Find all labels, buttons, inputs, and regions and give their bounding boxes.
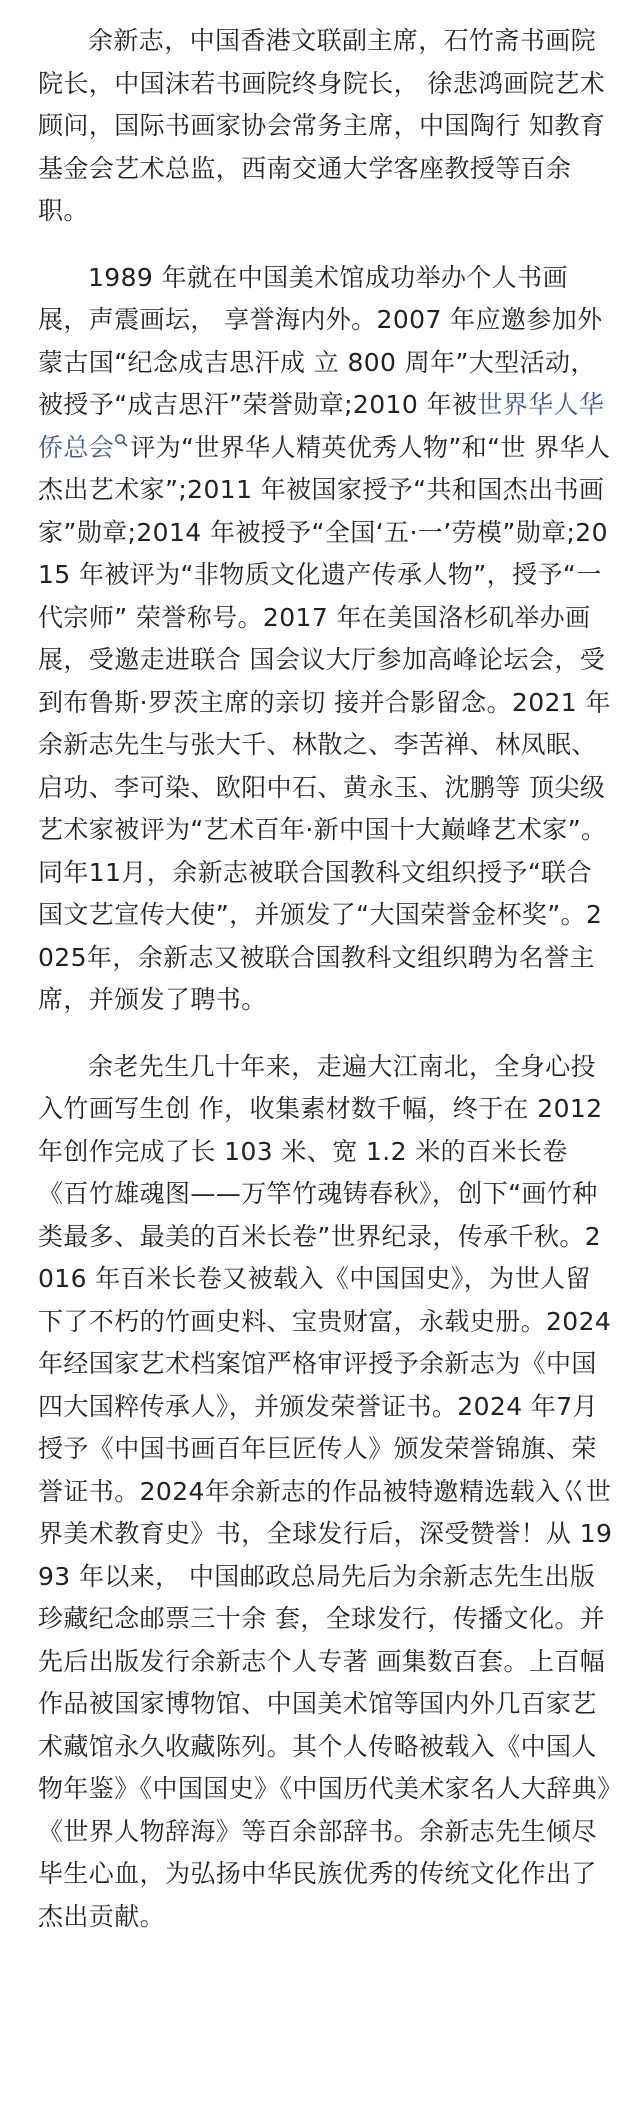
paragraph-works: 余老先生几十年来，走遍大江南北，全身心投入竹画写生创 作，收集素材数千幅，终于在 2012 年创作完成了长 103 米、宽 1.2 米的百米长卷《百竹雄魂图——万竿竹魂铸春秋》，创下“画竹种类最多、最美的百米长卷”世界纪录，传承千秋。2016 年百米长卷又被载入《中国国史》，为世人留下了不朽的竹画史料、宝贵财富，永载史册。2024 年经国家艺术档案馆严格审评授予余新志为《中国四大国粹传承人》，并颁发荣誉证书。2024 年7月授予《中国书画百年巨匠传人》颁发荣誉锦旗、荣誉证书。2024年余新志的作品被特邀精选载入巜世界美术教育史》书，全球发行后，深受赞誉！从 1993 年以来， 中国邮政总局先后为余新志先生出版珍藏纪念邮票三十余 套，全球发行，传播文化。并先后出版发行余新志个人专著 画集数百套。上百幅作品被国家博物馆、中国美术馆等国内外几百家艺术藏馆永久收藏陈列。其个人传略被载入《中国人物年鉴》《中国国史》《中国历代美术家名人大辞典》《世界人物辞海》等百余部辞书。余新志先生倾尽毕生心血，为弘扬中华民族优秀的传统文化作出了杰出贡献。 [38,1051,613,1931]
paragraph-honors-text-after: 评为“世界华人精英优秀人物”和“世 界华人杰出艺术家”;2011 年被国家授予“共和国杰出书画 家”勋章;2014 年被授予“全国‘五·一’劳模”勋章;2015 年被评为“非物质文化遗产传承人物”，授予“一代宗师” 荣誉称号。2017 年在美国洛杉矶举办画展，受邀走进联合 国会议大厅参加高峰论坛会，受到布鲁斯·罗茨主席的亲切 接并合影留念。2021 年余新志先生与张大千、林散之、李苦禅、林凤眠、启功、李可染、欧阳中石、黄永玉、沈鹏等 顶尖级艺术家被评为“艺术百年·新中国十大巅峰艺术家”。同年11月，余新志被联合国教科文组织授予“联合国文艺宣传大使”，并颁发了“大国荣誉金杯奖”。2025年，余新志又被联合国教科文组织聘为名誉主席，并颁发了聘书。 [38,432,611,1014]
paragraph-intro: 余新志，中国香港文联副主席，石竹斋书画院院长，中国沫若书画院终身院长， 徐悲鸿画院艺术顾问，国际书画家协会常务主席，中国陶行 知教育基金会艺术总监，西南交通大学客座教授等百余职。 [38,26,606,225]
paragraph-honors [38,257,614,1022]
search-link-label[interactable]: 世界华人华侨总会 [38,390,605,462]
paragraph-honors-text-before: 1989 年就在中国美术馆成功举办个人书画展，声震画坛， 享誉海内外。2007 年应邀参加外蒙古国“纪念成吉思汗成 立 800 周年”大型活动，被授予“成吉思汗”荣誉勋章;2010 年被 [38,262,603,419]
search-icon[interactable] [114,433,128,451]
